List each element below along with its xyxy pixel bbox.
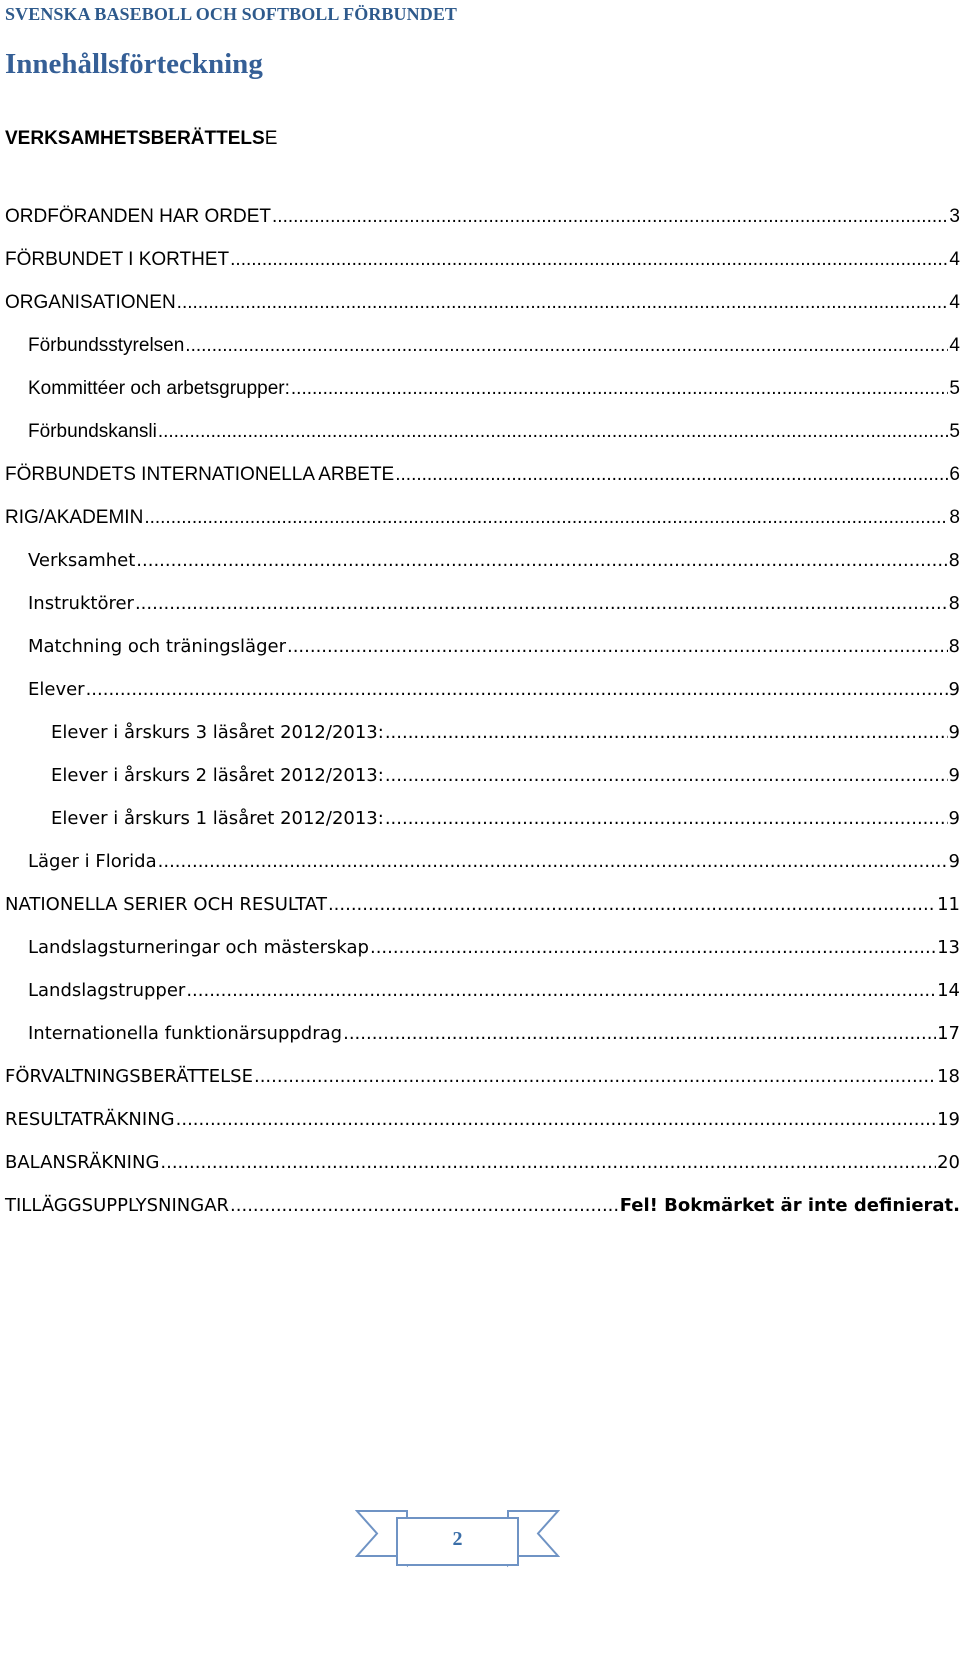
toc-entry-title: FÖRVALTNINGSBERÄTTELSE [5,1066,253,1087]
toc-entry[interactable] [5,417,960,460]
toc-entry-title: Instruktörer [28,593,134,614]
toc-section-label [5,124,277,154]
toc-entry-page: 3 [949,206,960,227]
toc-dot-leader [287,632,948,662]
toc-dot-leader [385,761,948,791]
page-number: 2 [452,1528,463,1550]
toc-entry[interactable] [5,546,960,589]
toc-dot-leader [86,675,948,705]
toc-dot-leader [160,1148,936,1178]
toc-entry[interactable] [5,718,960,761]
page-number-ribbon [355,1508,560,1568]
toc-entry-title: Kommittéer och arbetsgrupper: [28,378,290,399]
toc-entry[interactable] [5,331,960,374]
toc-dot-leader [254,1062,936,1092]
toc-entry-title: NATIONELLA SERIER OCH RESULTAT [5,894,327,915]
table-of-contents [5,202,960,1234]
toc-entry-page: 13 [937,937,960,958]
toc-entry-page: 9 [948,808,960,829]
toc-dot-leader [385,718,948,748]
toc-dot-leader [186,976,936,1006]
toc-entry-title: RIG/AKADEMIN [5,507,144,528]
toc-dot-leader [385,804,948,834]
toc-entry[interactable] [5,1191,960,1234]
toc-entry[interactable] [5,460,960,503]
toc-entry[interactable] [5,503,960,546]
toc-dot-leader [158,417,949,447]
toc-entry-title: Läger i Florida [28,851,157,872]
toc-entry-page: 4 [949,335,960,356]
toc-dot-leader [230,1191,619,1221]
toc-section-label-main: VERKSAMHETSBERÄTTELS [5,128,265,149]
toc-entry-page: 8 [948,550,960,571]
toc-entry[interactable] [5,632,960,675]
toc-entry[interactable] [5,675,960,718]
toc-entry-title: Landslagstrupper [28,980,186,1001]
toc-entry[interactable] [5,761,960,804]
toc-entry[interactable] [5,890,960,933]
toc-heading: Innehållsförteckning [5,48,263,80]
toc-dot-leader [395,460,948,490]
toc-dot-leader [230,245,948,275]
toc-entry-title: Förbundsstyrelsen [28,335,185,356]
toc-entry-page: 17 [937,1023,960,1044]
toc-entry-page: 19 [937,1109,960,1130]
toc-entry[interactable] [5,1105,960,1148]
toc-entry-page: 9 [948,765,960,786]
toc-dot-leader [158,847,948,877]
toc-dot-leader [177,288,949,318]
toc-entry-page: 5 [949,421,960,442]
toc-entry-title: FÖRBUNDET I KORTHET [5,249,230,270]
toc-dot-leader [135,589,948,619]
toc-entry-title: Verksamhet [28,550,136,571]
toc-dot-leader [291,374,949,404]
toc-dot-leader [136,546,947,576]
toc-entry[interactable] [5,202,960,245]
toc-entry-title: TILLÄGGSUPPLYSNINGAR [5,1195,230,1216]
toc-dot-leader [343,1019,936,1049]
toc-entry-title: Landslagsturneringar och mästerskap [28,937,369,958]
toc-entry-page: 4 [949,249,960,270]
toc-dot-leader [370,933,936,963]
toc-entry-page: 18 [937,1066,960,1087]
toc-entry-title: Elever [28,679,85,700]
toc-entry-title: RESULTATRÄKNING [5,1109,175,1130]
toc-entry-page: 8 [948,636,960,657]
document-header: SVENSKA BASEBOLL OCH SOFTBOLL FÖRBUNDET [5,4,458,24]
toc-entry[interactable] [5,245,960,288]
toc-entry-page: 8 [948,593,960,614]
toc-entry-title: Förbundskansli [28,421,157,442]
toc-entry[interactable] [5,374,960,417]
toc-entry-title: BALANSRÄKNING [5,1152,160,1173]
toc-entry-page: 9 [948,851,960,872]
toc-entry-page: 9 [948,679,960,700]
toc-entry[interactable] [5,847,960,890]
toc-dot-leader [328,890,936,920]
toc-entry-page: 9 [948,722,960,743]
toc-dot-leader [185,331,948,361]
toc-entry[interactable] [5,976,960,1019]
toc-entry-title: Matchning och träningsläger [28,636,286,657]
toc-entry[interactable] [5,589,960,632]
toc-entry[interactable] [5,1148,960,1191]
toc-entry-page: 6 [949,464,960,485]
toc-entry-page: 5 [949,378,960,399]
toc-entry-title: ORDFÖRANDEN HAR ORDET [5,206,272,227]
toc-entry-title: FÖRBUNDETS INTERNATIONELLA ARBETE [5,464,395,485]
toc-entry[interactable] [5,1062,960,1105]
toc-entry-page: 4 [949,292,960,313]
toc-entry[interactable] [5,1019,960,1062]
toc-entry-title: Internationella funktionärsuppdrag [28,1023,343,1044]
toc-entry-title: Elever i årskurs 2 läsåret 2012/2013: [51,765,384,786]
toc-entry-page: 8 [949,507,960,528]
toc-dot-leader [272,202,948,232]
toc-entry-title: Elever i årskurs 1 läsåret 2012/2013: [51,808,384,829]
toc-section-label-tail: E [264,128,278,149]
toc-entry-page: 20 [937,1152,960,1173]
toc-entry-page: 14 [937,980,960,1001]
toc-entry[interactable] [5,933,960,976]
toc-dot-leader [144,503,948,533]
toc-entry-page: 11 [937,894,960,915]
toc-entry[interactable] [5,804,960,847]
toc-entry-title: Elever i årskurs 3 läsåret 2012/2013: [51,722,384,743]
toc-dot-leader [176,1105,936,1135]
toc-entry[interactable] [5,288,960,331]
toc-entry-page-error: Fel! Bokmärket är inte definierat. [619,1195,960,1216]
toc-entry-title: ORGANISATIONEN [5,292,176,313]
